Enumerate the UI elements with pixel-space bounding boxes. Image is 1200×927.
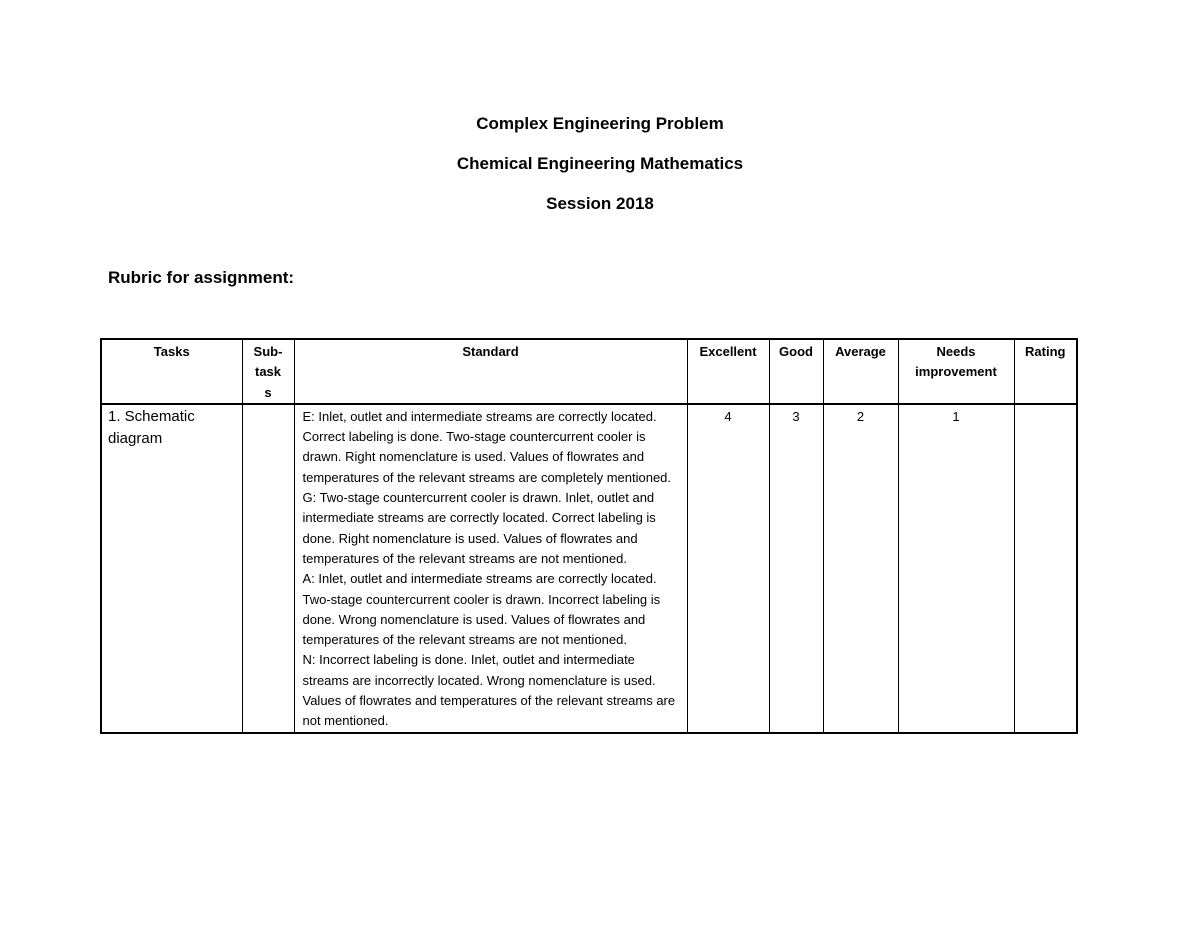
table-header-row	[101, 339, 1077, 404]
col-header-rating: Rating	[1014, 339, 1077, 404]
rating-cell	[1014, 404, 1077, 733]
task-cell: 1. Schematic diagram	[101, 404, 242, 733]
standard-needs-improvement-text: N: Incorrect labeling is done. Inlet, outlet and intermediate streams are incorrectly located. Wrong nomenclature is used. Values of flowrates and temperatures of the relevant streams are not mentioned.	[302, 652, 676, 729]
course-name: Chemical Engineering Mathematics	[456, 154, 744, 173]
standard-cell	[294, 404, 687, 733]
rubric-table	[100, 338, 1078, 734]
col-header-needs-improvement: Needs improvement	[898, 339, 1014, 404]
excellent-score: 4	[687, 404, 769, 733]
standard-good-text: G: Two-stage countercurrent cooler is drawn. Inlet, outlet and intermediate streams are correctly located. Correct labeling is done. Right nomenclature is used. Values of flowrates and temperatures of the relevant streams are not mentioned.	[302, 490, 656, 566]
col-header-excellent: Excellent	[687, 339, 769, 404]
standard-average-text: A: Inlet, outlet and intermediate streams are correctly located. Two-stage countercurrent cooler is drawn. Incorrect labeling is done. Wrong nomenclature is used. Values of flowrates and temperatures of the relevant streams are not mentioned.	[302, 571, 661, 648]
session-label: Session 2018	[546, 194, 654, 213]
table-row	[101, 404, 1077, 733]
col-header-good: Good	[769, 339, 823, 404]
col-header-standard: Standard	[294, 339, 687, 404]
standard-excellent-text: E: Inlet, outlet and intermediate streams are correctly located. Correct labeling is done. Two-stage countercurrent cooler is drawn. Right nomenclature is used. Values of flowrates and temperatures of the relevant streams are completely mentioned.	[302, 408, 672, 485]
rubric-heading: Rubric for assignment:	[108, 268, 295, 287]
subtask-cell	[242, 404, 294, 733]
good-score: 3	[769, 404, 823, 733]
document-title: Complex Engineering Problem	[476, 114, 724, 133]
average-score: 2	[823, 404, 898, 733]
col-header-subtasks: Sub- task s	[242, 339, 294, 404]
col-header-average: Average	[823, 339, 898, 404]
needs-improvement-score: 1	[898, 404, 1014, 733]
col-header-tasks: Tasks	[101, 339, 242, 404]
